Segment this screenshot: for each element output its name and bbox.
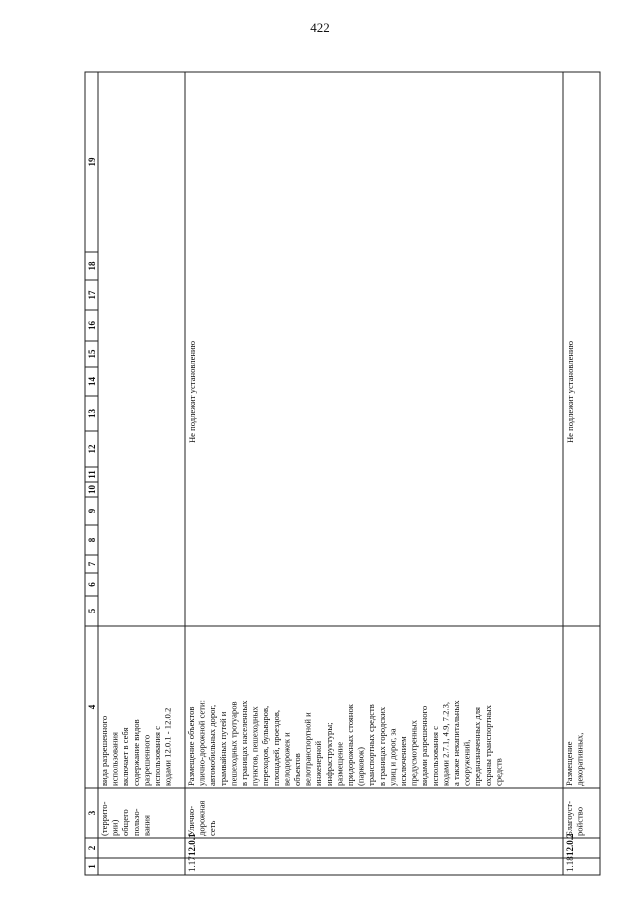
row-name-line: (террито- [99,801,109,836]
column-header: 15 [87,349,97,359]
row-description-line: улиц и дорог, за [387,728,398,786]
row-name-line: Улично- [186,805,196,836]
column-header: 14 [87,377,97,386]
table-row [564,340,585,872]
column-header: 13 [87,409,97,418]
row-description-line: велотранспортной и [302,712,313,786]
row-description-line: видами разрешенного [419,705,430,786]
table-row [99,708,173,836]
row-name-line: Благоуст- [564,801,574,836]
row-name-line: пользо- [130,808,141,836]
row-name-line: общего [120,809,131,836]
row-description-line: Размещение объектов [186,706,196,786]
row-description-line: использования [109,732,120,786]
column-header: 3 [87,810,97,816]
row-note: Не подлежит установлению [565,340,575,444]
row-name-line: рии) [109,819,120,836]
column-header: 7 [87,561,97,567]
row-name-line: вания [141,815,152,836]
column-header: 4 [87,704,97,710]
column-header: 5 [87,608,97,614]
row-description-line: предусмотренных [408,720,419,786]
row-description-line: разрешенного [141,734,152,786]
column-header: 1 [87,864,97,869]
column-header: 17 [87,290,97,300]
page-number: 422 [310,20,330,35]
row-description-line: (парковок) [355,747,366,786]
row-description-line: улично-дорожной сети: [196,700,207,786]
row-description-line: транспортных средств [366,704,377,786]
column-header: 6 [87,582,97,587]
row-description-line: кодами 12.0.1 - 12.0.2 [162,707,173,786]
row-description-line: в границах населенных [239,700,249,786]
column-header: 8 [87,537,97,543]
row-description-line: инженерной [313,740,324,786]
row-code: 12.0.2 [565,833,575,856]
row-description-line: исключением [398,736,408,786]
row-description-line: сооружений, [461,739,472,786]
row-description-line: кодами 2.7.1, 4.9, 7.2.3, [440,701,451,786]
row-description-line: объектов [292,753,302,786]
row-description-line: трамвайных путей и [217,711,228,786]
column-header: 11 [87,470,97,479]
row-description-line: велодорожек и [281,732,292,786]
row-description-line: автомобильных дорог, [207,704,218,786]
row-number: 1.18 [565,856,575,872]
row-number: 1.17 [187,856,197,872]
row-description-line: вида разрешенного [99,715,109,786]
column-header: 19 [87,157,97,167]
column-header: 18 [87,261,97,271]
column-header: 12 [87,444,97,454]
row-description-line: переходов, бульваров, [260,705,271,786]
row-description-line: размещение [334,741,345,786]
column-header: 2 [87,845,97,851]
row-description-line: а также некапитальных [451,700,461,786]
row-description-line: пунктов, пешеходных [249,706,260,786]
column-header: 16 [87,321,97,330]
row-description-line: предназначенных для [472,706,483,786]
row-name-line: сеть [207,820,218,836]
row-description-line: в границах городских [376,706,387,786]
row-description-line: включает в себя [120,727,131,786]
table-row [186,340,503,872]
row-description-line: декоративных, [574,732,585,786]
column-header: 10 [87,485,97,494]
row-description-line: инфраструктуры; [323,722,334,786]
row-description-line: пешеходных тротуаров [228,701,239,786]
row-description-line: площадей, проездов, [270,709,281,786]
row-description-line: использования с [152,726,162,786]
column-header: 9 [87,508,97,514]
row-description-line: содержание видов [130,719,141,786]
row-note: Не подлежит установлению [187,340,197,444]
row-description-line: Размещение [564,741,574,786]
row-description-line: охраны транспортных [482,705,493,786]
row-description-line: использования с [429,726,440,786]
row-name-line: дорожная [196,800,207,836]
row-name-line: ройство [574,806,585,836]
row-code: 12.0.1 [187,833,197,856]
row-description-line: средств [493,758,504,786]
row-description-line: придорожных стоянок [345,704,355,786]
